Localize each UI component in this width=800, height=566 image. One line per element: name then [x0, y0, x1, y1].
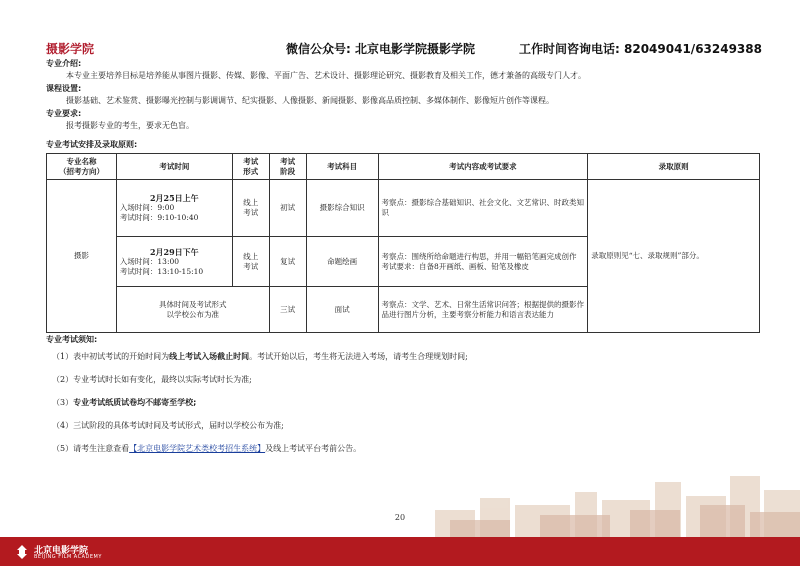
film-academy-emblem-icon: [14, 544, 30, 560]
note-2: （2）专业考试时长如有变化，最终以实际考试时长为准;: [52, 375, 252, 384]
exam-date: 2月29日下午: [149, 246, 199, 257]
content-cell: [378, 237, 588, 287]
col-principle: 录取原则: [588, 154, 760, 180]
note-3: [52, 397, 196, 409]
arrangement-title: 专业考试安排及录取原则:: [46, 140, 138, 149]
note-4: （4）三试阶段的具体考试时间及考试形式，届时以学校公布为准;: [52, 421, 284, 430]
stage-cell: 复试: [269, 237, 306, 287]
table-row: [47, 180, 760, 237]
content-point: 考察点：围绕所给命题进行构思，并用一幅铅笔画完成创作: [381, 251, 577, 261]
content-cell: 考察点：文学、艺术、日常生活常识问答；根据提供的摄影作品进行图片分析，主要考察分析能力和语言表达能力: [378, 287, 588, 333]
requirements-section: [46, 108, 762, 132]
school-name: 摄影学院: [46, 42, 95, 56]
intro-section: [46, 58, 762, 82]
academy-logo: [14, 543, 134, 563]
principle-cell: 录取原则见“七、录取规则”部分。: [588, 180, 760, 333]
col-major: 专业名称 （招考方向）: [47, 154, 117, 180]
exam-time: 考试时间：9:10-10:40: [119, 213, 199, 222]
requirements-body: 报考摄影专业的考生，要求无色盲。: [66, 121, 194, 130]
entry-time: 入场时间：9:00: [119, 203, 175, 212]
note-1-text-end: 。考试开始以后，考生将无法进入考场，请考生合理规划时间;: [249, 352, 468, 361]
admission-system-link[interactable]: 【北京电影学院艺术类校考招生系统】: [129, 444, 266, 453]
note-3-emphasis: 专业考试纸质试卷均不邮寄至学校;: [73, 398, 197, 407]
requirements-title: 专业要求:: [46, 109, 82, 118]
note-5-text-end: 及线上考试平台考前公告。: [265, 444, 362, 453]
form-cell: 线上 考试: [232, 180, 269, 237]
note-1-emphasis: 线上考试入场截止时间: [169, 352, 250, 361]
intro-title: 专业介绍:: [46, 59, 82, 68]
note-1: [52, 351, 468, 363]
intro-body: 本专业主要培养目标是培养能从事图片摄影、传媒、影像、平面广告、艺术设计、摄影理论研究、摄影教育及相关工作，德才兼备的高级专门人才。: [66, 71, 586, 80]
page-header: [46, 40, 762, 56]
content-requirement: 考试要求：自备8开画纸、画板、铅笔及橡皮: [381, 261, 529, 271]
subject-cell: 命题绘画: [306, 237, 378, 287]
courses-title: 课程设置:: [46, 84, 82, 93]
note-5: [52, 443, 361, 455]
exam-date: 2月25日上午: [149, 193, 199, 203]
contact-phone: 工作时间咨询电话: 82049041/63249388: [519, 42, 762, 56]
exam-time: 考试时间：13:10-15:10: [119, 266, 204, 276]
note-3-number: （3）: [52, 398, 74, 407]
table-header-row: [47, 154, 760, 180]
time-cell: [116, 237, 232, 287]
courses-section: [46, 83, 762, 107]
time-cell: [116, 180, 232, 237]
page-number: 20: [394, 513, 406, 522]
exam-table: [46, 153, 760, 333]
stage-cell: 三试: [269, 287, 306, 333]
notes-title: 专业考试须知:: [46, 335, 98, 344]
logo-english-name: BEIJING FILM ACADEMY: [34, 554, 102, 560]
stage-cell: 初试: [269, 180, 306, 237]
col-form: 考试 形式: [232, 154, 269, 180]
arrangement-section: [46, 139, 762, 151]
wechat-account: 微信公众号: 北京电影学院摄影学院: [286, 42, 475, 56]
entry-time: 入场时间：13:00: [119, 256, 180, 266]
courses-body: 摄影基础、艺术鉴赏、摄影曝光控制与影调调节、纪实摄影、人像摄影、新闻摄影、影像高品质控制、多媒体制作、影像短片创作等课程。: [66, 96, 554, 105]
subject-cell: 面试: [306, 287, 378, 333]
col-subject: 考试科目: [306, 154, 378, 180]
form-cell: 线上 考试: [232, 237, 269, 287]
note-1-text: （1）表中初试考试的开始时间为: [52, 352, 170, 361]
col-content: 考试内容或考试要求: [378, 154, 588, 180]
col-time: 考试时间: [116, 154, 232, 180]
col-stage: 考试 阶段: [269, 154, 306, 180]
major-cell: 摄影: [47, 180, 117, 333]
campus-skyline-illustration: [430, 470, 800, 537]
note-5-text: （5）请考生注意查看: [52, 444, 130, 453]
subject-cell: 摄影综合知识: [306, 180, 378, 237]
merged-time-form-cell: 具体时间及考试形式 以学校公布为准: [116, 287, 269, 333]
logo-chinese-name: 北京电影学院: [34, 546, 89, 556]
content-cell: 考察点：摄影综合基础知识、社会文化、文艺常识、时政类知识: [378, 180, 588, 237]
